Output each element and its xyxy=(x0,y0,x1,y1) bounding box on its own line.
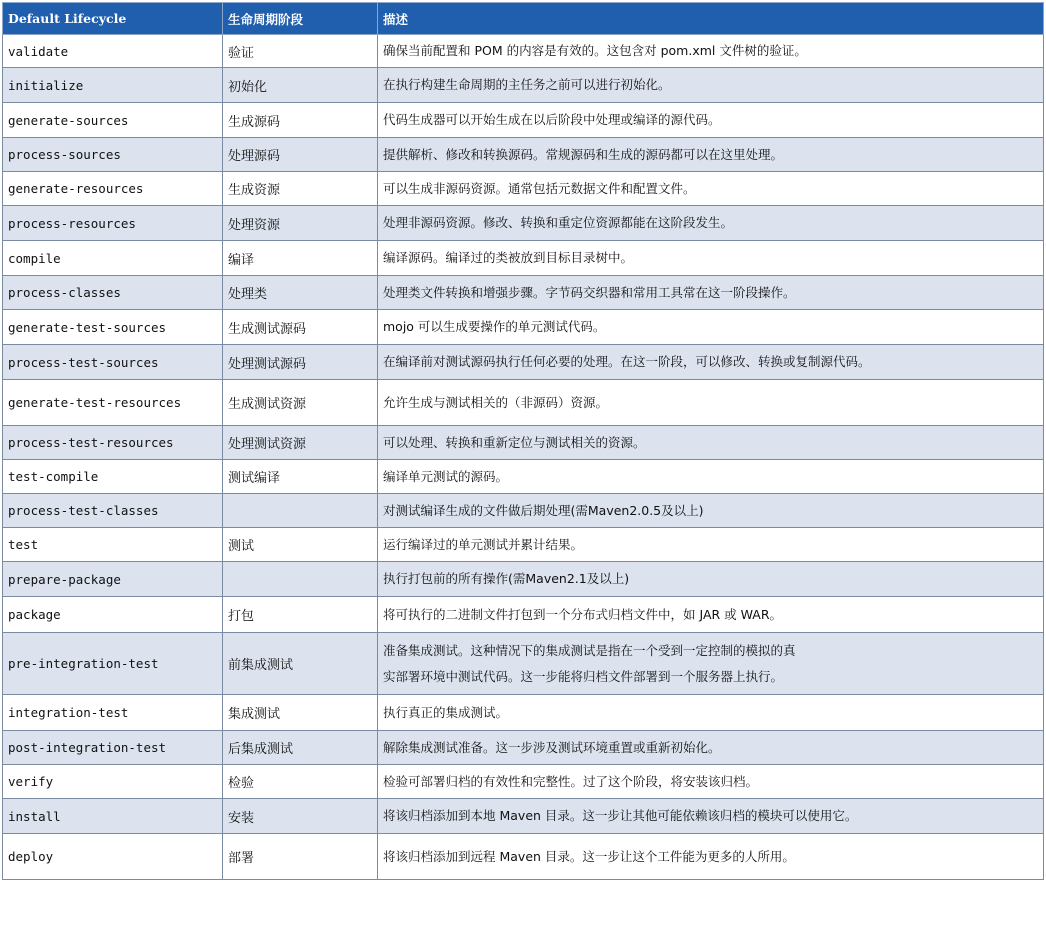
phase-cell: prepare-package xyxy=(3,562,223,597)
phase-cell: process-test-classes xyxy=(3,494,223,528)
header-row xyxy=(3,3,1044,35)
stage-cell: 处理类 xyxy=(223,276,378,310)
description-line: 检验可部署归档的有效性和完整性。过了这个阶段，将安装该归档。 xyxy=(383,773,759,789)
description-line: 可以处理、转换和重新定位与测试相关的资源。 xyxy=(383,434,646,450)
table-row xyxy=(3,68,1044,103)
description-cell xyxy=(378,241,1044,276)
table-row xyxy=(3,494,1044,528)
phase-cell: integration-test xyxy=(3,695,223,731)
stage-cell: 后集成测试 xyxy=(223,731,378,765)
description-cell xyxy=(378,597,1044,633)
table-row xyxy=(3,35,1044,68)
description-line: 对测试编译生成的文件做后期处理(需Maven2.0.5及以上) xyxy=(383,502,704,518)
stage-cell: 部署 xyxy=(223,834,378,880)
table-row xyxy=(3,276,1044,310)
phase-cell: generate-test-resources xyxy=(3,380,223,426)
description-line: 代码生成器可以开始生成在以后阶段中处理或编译的源代码。 xyxy=(383,112,721,127)
description-cell xyxy=(378,35,1044,68)
description-line: 允许生成与测试相关的（非源码）资源。 xyxy=(383,394,609,410)
description-cell xyxy=(378,562,1044,597)
description-line: 执行打包前的所有操作(需Maven2.1及以上) xyxy=(383,571,630,586)
table-row xyxy=(3,380,1044,426)
description-line: 将该归档添加到远程 Maven 目录。这一步让这个工件能为更多的人所用。 xyxy=(383,848,795,864)
stage-cell: 生成测试源码 xyxy=(223,310,378,345)
description-line: 实部署环境中测试代码。这一步能将归档文件部署到一个服务器上执行。 xyxy=(383,668,784,684)
stage-cell xyxy=(223,494,378,528)
table-row xyxy=(3,310,1044,345)
phase-cell: validate xyxy=(3,35,223,68)
table-row xyxy=(3,460,1044,494)
description-line: 执行真正的集成测试。 xyxy=(383,704,509,720)
description-line: 在执行构建生命周期的主任务之前可以进行初始化。 xyxy=(383,77,671,92)
stage-cell: 安装 xyxy=(223,799,378,834)
description-line: 解除集成测试准备。这一步涉及测试环境重置或重新初始化。 xyxy=(383,739,721,755)
table-row xyxy=(3,206,1044,241)
description-line: 运行编译过的单元测试并累计结果。 xyxy=(383,536,584,552)
description-line: 可以生成非源码资源。通常包括元数据文件和配置文件。 xyxy=(383,180,696,196)
description-line: 将该归档添加到本地 Maven 目录。这一步让其他可能依赖该归档的模块可以使用它。 xyxy=(383,808,858,823)
description-cell xyxy=(378,276,1044,310)
stage-cell: 打包 xyxy=(223,597,378,633)
description-cell xyxy=(378,494,1044,528)
table-row xyxy=(3,834,1044,880)
phase-cell: process-test-resources xyxy=(3,426,223,460)
description-cell xyxy=(378,68,1044,103)
table-row xyxy=(3,562,1044,597)
phase-cell: pre-integration-test xyxy=(3,633,223,695)
description-line: 在编译前对测试源码执行任何必要的处理。在这一阶段，可以修改、转换或复制源代码。 xyxy=(383,354,871,369)
table-row xyxy=(3,345,1044,380)
description-line: 编译单元测试的源码。 xyxy=(383,468,509,484)
stage-cell: 编译 xyxy=(223,241,378,276)
phase-cell: process-test-sources xyxy=(3,345,223,380)
header-default-lifecycle: Default Lifecycle xyxy=(3,3,223,35)
phase-cell: process-resources xyxy=(3,206,223,241)
description-cell xyxy=(378,695,1044,731)
stage-cell xyxy=(223,562,378,597)
header-lifecycle-stage: 生命周期阶段 xyxy=(223,3,378,35)
table-row xyxy=(3,103,1044,138)
table-row xyxy=(3,528,1044,562)
description-line: 处理非源码资源。修改、转换和重定位资源都能在这阶段发生。 xyxy=(383,215,734,230)
stage-cell: 测试 xyxy=(223,528,378,562)
stage-cell: 集成测试 xyxy=(223,695,378,731)
description-line: 将可执行的二进制文件打包到一个分布式归档文件中，如 JAR 或 WAR。 xyxy=(383,606,783,622)
phase-cell: process-sources xyxy=(3,138,223,172)
description-cell xyxy=(378,528,1044,562)
stage-cell: 处理资源 xyxy=(223,206,378,241)
header-description: 描述 xyxy=(378,3,1044,35)
description-cell xyxy=(378,460,1044,494)
description-cell xyxy=(378,731,1044,765)
table-row xyxy=(3,731,1044,765)
description-cell xyxy=(378,206,1044,241)
stage-cell: 处理源码 xyxy=(223,138,378,172)
phase-cell: generate-test-sources xyxy=(3,310,223,345)
description-cell xyxy=(378,834,1044,880)
description-cell xyxy=(378,380,1044,426)
phase-cell: verify xyxy=(3,765,223,799)
table-row xyxy=(3,426,1044,460)
phase-cell: test xyxy=(3,528,223,562)
lifecycle-table xyxy=(2,2,1044,880)
description-line: 提供解析、修改和转换源码。常规源码和生成的源码都可以在这里处理。 xyxy=(383,146,784,162)
description-cell xyxy=(378,172,1044,206)
phase-cell: compile xyxy=(3,241,223,276)
description-line: 编译源码。编译过的类被放到目标目录树中。 xyxy=(383,250,634,265)
description-cell xyxy=(378,765,1044,799)
description-cell xyxy=(378,138,1044,172)
description-cell xyxy=(378,103,1044,138)
stage-cell: 处理测试源码 xyxy=(223,345,378,380)
phase-cell: initialize xyxy=(3,68,223,103)
phase-cell: deploy xyxy=(3,834,223,880)
description-cell xyxy=(378,345,1044,380)
phase-cell: process-classes xyxy=(3,276,223,310)
description-cell xyxy=(378,633,1044,695)
stage-cell: 验证 xyxy=(223,35,378,68)
table-row xyxy=(3,138,1044,172)
table-row xyxy=(3,765,1044,799)
stage-cell: 处理测试资源 xyxy=(223,426,378,460)
table-row xyxy=(3,695,1044,731)
table-row xyxy=(3,241,1044,276)
phase-cell: install xyxy=(3,799,223,834)
phase-cell: generate-sources xyxy=(3,103,223,138)
table-row xyxy=(3,597,1044,633)
description-line: 准备集成测试。这种情况下的集成测试是指在一个受到一定控制的模拟的真 xyxy=(383,642,796,658)
description-cell xyxy=(378,310,1044,345)
stage-cell: 测试编译 xyxy=(223,460,378,494)
stage-cell: 生成测试资源 xyxy=(223,380,378,426)
stage-cell: 生成资源 xyxy=(223,172,378,206)
phase-cell: package xyxy=(3,597,223,633)
stage-cell: 生成源码 xyxy=(223,103,378,138)
phase-cell: generate-resources xyxy=(3,172,223,206)
description-cell xyxy=(378,426,1044,460)
description-line: mojo 可以生成要操作的单元测试代码。 xyxy=(383,319,606,334)
table-row xyxy=(3,172,1044,206)
table-row xyxy=(3,799,1044,834)
stage-cell: 检验 xyxy=(223,765,378,799)
table-row xyxy=(3,633,1044,695)
description-cell xyxy=(378,799,1044,834)
phase-cell: test-compile xyxy=(3,460,223,494)
phase-cell: post-integration-test xyxy=(3,731,223,765)
description-line: 确保当前配置和 POM 的内容是有效的。这包含对 pom.xml 文件树的验证。 xyxy=(383,43,807,58)
stage-cell: 初始化 xyxy=(223,68,378,103)
description-line: 处理类文件转换和增强步骤。字节码交织器和常用工具常在这一阶段操作。 xyxy=(383,284,796,300)
stage-cell: 前集成测试 xyxy=(223,633,378,695)
table-body xyxy=(3,35,1044,880)
